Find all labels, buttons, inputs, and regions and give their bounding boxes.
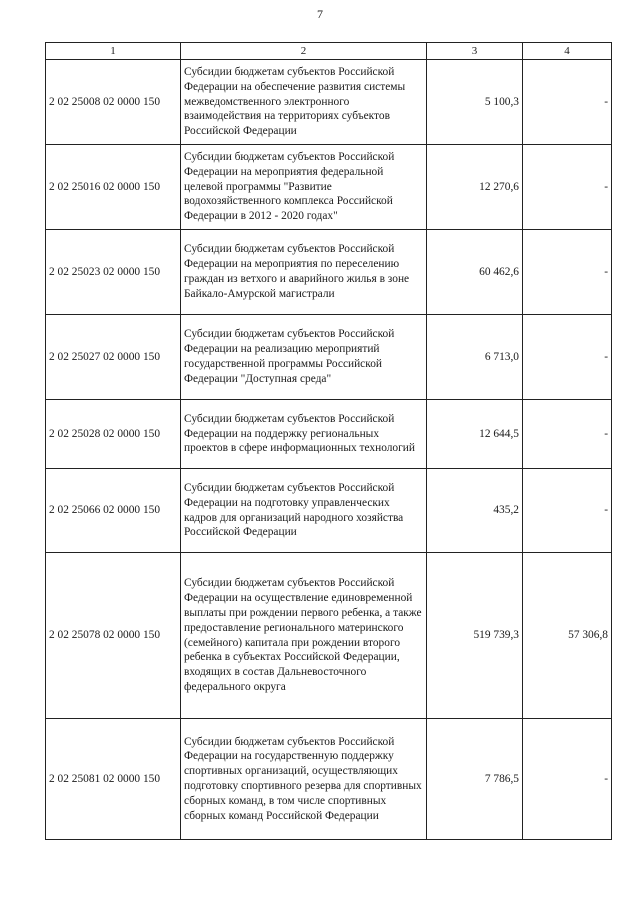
- table-header-row: [46, 43, 612, 60]
- header-col-3: 3: [427, 43, 523, 60]
- header-col-4: 4: [523, 43, 612, 60]
- amount-cell: 519 739,3: [427, 553, 523, 719]
- budget-code-cell: 2 02 25023 02 0000 150: [46, 230, 181, 315]
- page-number: 7: [317, 7, 323, 21]
- amount-cell: 60 462,6: [427, 230, 523, 315]
- amount-col4-cell: -: [523, 145, 612, 230]
- description-cell: Субсидии бюджетам субъектов Российской Федерации на государственную поддержку спортивных организаций, осуществляющих подготовку спортивного резерва для спортивных сборных команд, в том числе спортивных сборных команд Российской Федерации: [181, 719, 427, 840]
- amount-col4-cell: -: [523, 315, 612, 400]
- budget-table: [45, 42, 612, 840]
- amount-cell: 7 786,5: [427, 719, 523, 840]
- table-row: [46, 230, 612, 315]
- amount-col4-cell: -: [523, 719, 612, 840]
- amount-col4-cell: 57 306,8: [523, 553, 612, 719]
- description-cell: Субсидии бюджетам субъектов Российской Федерации на осуществление единовременной выплаты при рождении первого ребенка, а также предоставление регионального материнского (семейного) капитала при рождении второго ребенка в субъектах Российской Федерации, входящих в состав Дальневосточного федерального округа: [181, 553, 427, 719]
- budget-code-cell: 2 02 25081 02 0000 150: [46, 719, 181, 840]
- header-col-2: 2: [181, 43, 427, 60]
- amount-cell: 5 100,3: [427, 60, 523, 145]
- amount-col4-cell: -: [523, 400, 612, 469]
- description-cell: Субсидии бюджетам субъектов Российской Федерации на мероприятия по переселению граждан из ветхого и аварийного жилья в зоне Байкало-Амурской магистрали: [181, 230, 427, 315]
- table-row: [46, 469, 612, 553]
- table-row: [46, 60, 612, 145]
- amount-cell: 435,2: [427, 469, 523, 553]
- budget-code-cell: 2 02 25066 02 0000 150: [46, 469, 181, 553]
- description-cell: Субсидии бюджетам субъектов Российской Федерации на мероприятия федеральной целевой программы "Развитие водохозяйственного комплекса Российской Федерации в 2012 - 2020 годах": [181, 145, 427, 230]
- table-row: [46, 553, 612, 719]
- amount-cell: 12 270,6: [427, 145, 523, 230]
- budget-code-cell: 2 02 25027 02 0000 150: [46, 315, 181, 400]
- table-row: [46, 315, 612, 400]
- table-row: [46, 719, 612, 840]
- header-col-1: 1: [46, 43, 181, 60]
- budget-code-cell: 2 02 25016 02 0000 150: [46, 145, 181, 230]
- description-cell: Субсидии бюджетам субъектов Российской Федерации на обеспечение развития системы межведомственного электронного взаимодействия на территориях субъектов Российской Федерации: [181, 60, 427, 145]
- description-cell: Субсидии бюджетам субъектов Российской Федерации на поддержку региональных проектов в сфере информационных технологий: [181, 400, 427, 469]
- budget-code-cell: 2 02 25008 02 0000 150: [46, 60, 181, 145]
- description-cell: Субсидии бюджетам субъектов Российской Федерации на реализацию мероприятий государственной программы Российской Федерации "Доступная среда": [181, 315, 427, 400]
- amount-col4-cell: -: [523, 469, 612, 553]
- amount-cell: 12 644,5: [427, 400, 523, 469]
- table-row: [46, 400, 612, 469]
- description-cell: Субсидии бюджетам субъектов Российской Федерации на подготовку управленческих кадров для организаций народного хозяйства Российской Федерации: [181, 469, 427, 553]
- amount-cell: 6 713,0: [427, 315, 523, 400]
- table-row: [46, 145, 612, 230]
- amount-col4-cell: -: [523, 230, 612, 315]
- budget-code-cell: 2 02 25028 02 0000 150: [46, 400, 181, 469]
- budget-code-cell: 2 02 25078 02 0000 150: [46, 553, 181, 719]
- amount-col4-cell: -: [523, 60, 612, 145]
